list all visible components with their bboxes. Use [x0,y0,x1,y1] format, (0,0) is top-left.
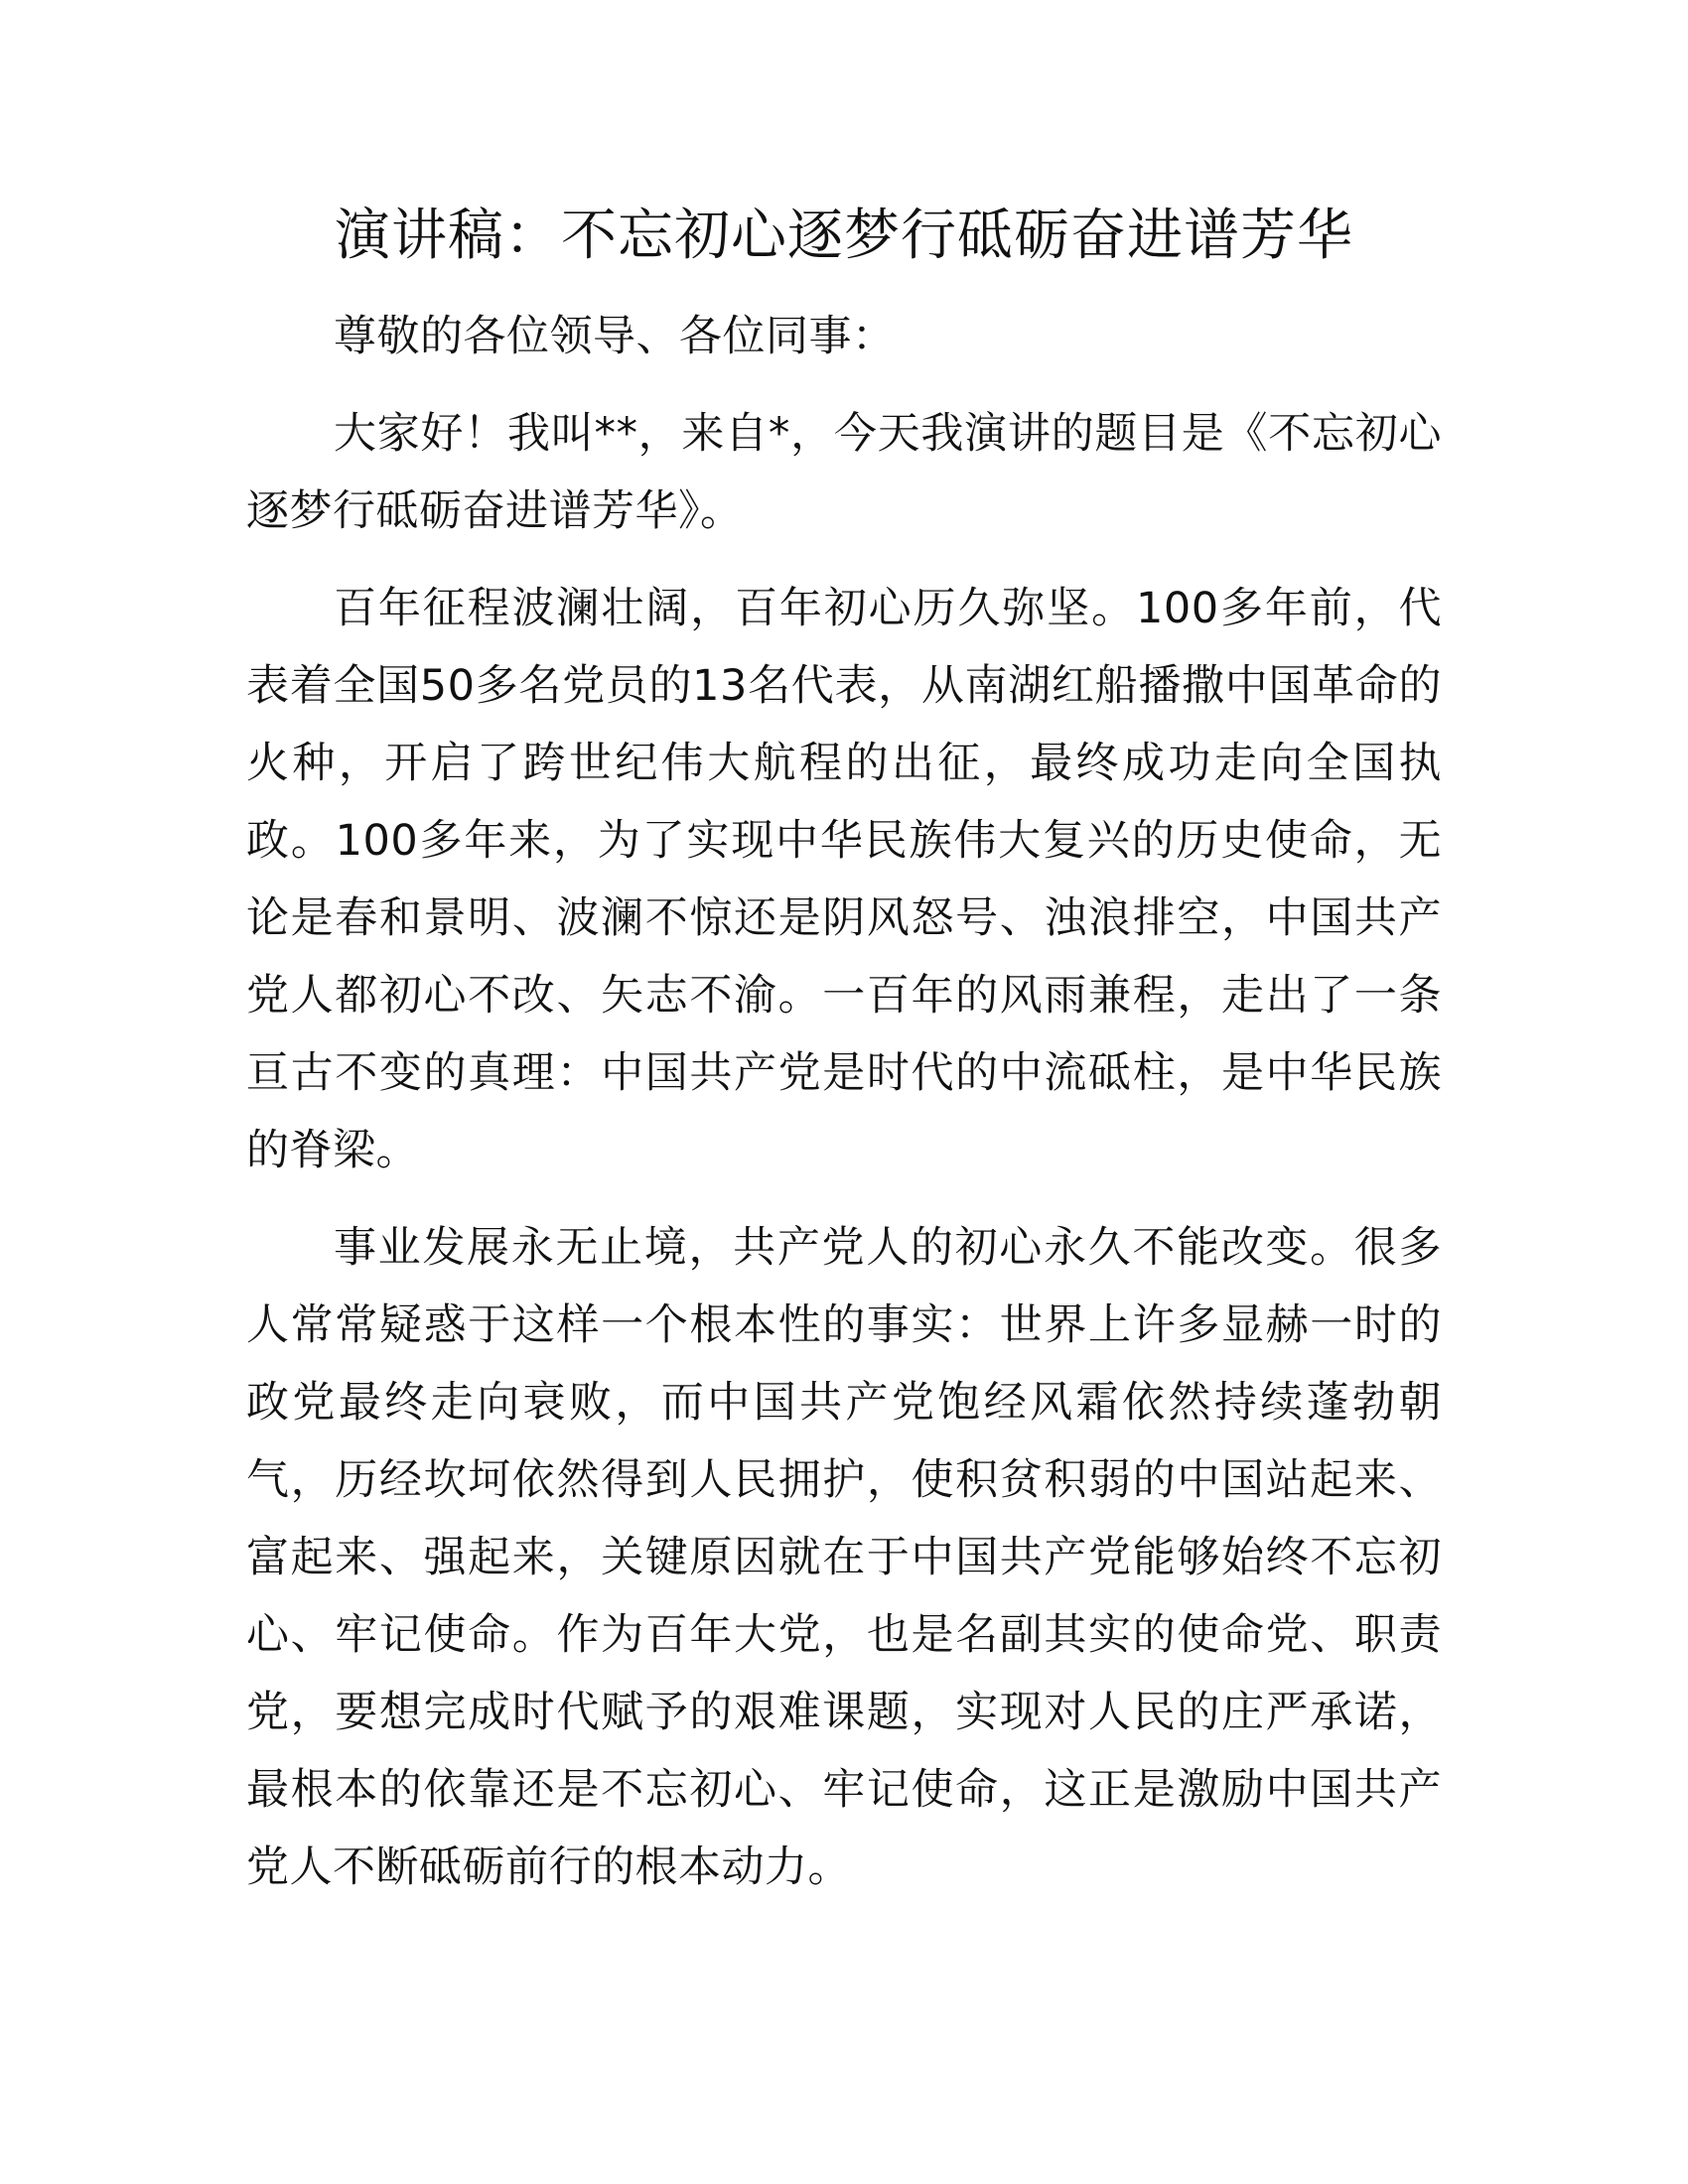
intro-paragraph: 大家好！我叫**，来自*，今天我演讲的题目是《不忘初心逐梦行砥砺奋进谱芳华》。 [246,409,1442,536]
salutation-paragraph: 尊敬的各位领导、各位同事： [334,312,896,361]
document-title: 演讲稿：不忘初心逐梦行砥砺奋进谱芳华 [335,204,1353,268]
history-paragraph: 百年征程波澜壮阔，百年初心历久弥坚。100多年前，代表着全国50多名党员的13名代表，从南湖红船播撒中国革命的火种，开启了跨世纪伟大航程的出征，最终成功走向全国执政。100多年来，为了实现中华民族伟大复兴的历史使命，无论是春和景明、波澜不惊还是阴风怒号、浊浪排空，中国共产党人都初心不改、矢志不渝。一百年的风雨兼程，走出了一条亘古不变的真理：中国共产党是时代的中流砥柱，是中华民族的脊梁。 [246,584,1442,1175]
mission-paragraph: 事业发展永无止境，共产党人的初心永久不能改变。很多人常常疑惑于这样一个根本性的事实：世界上许多显赫一时的政党最终走向衰败，而中国共产党饱经风霜依然持续蓬勃朝气，历经坎坷依然得到人民拥护，使积贫积弱的中国站起来、富起来、强起来，关键原因就在于中国共产党能够始终不忘初心、牢记使命。作为百年大党，也是名副其实的使命党、职责党，要想完成时代赋予的艰难课题，实现对人民的庄严承诺，最根本的依靠还是不忘初心、牢记使命，这正是激励中国共产党人不断砥砺前行的根本动力。 [246,1223,1442,1892]
document-body [246,298,1442,1926]
